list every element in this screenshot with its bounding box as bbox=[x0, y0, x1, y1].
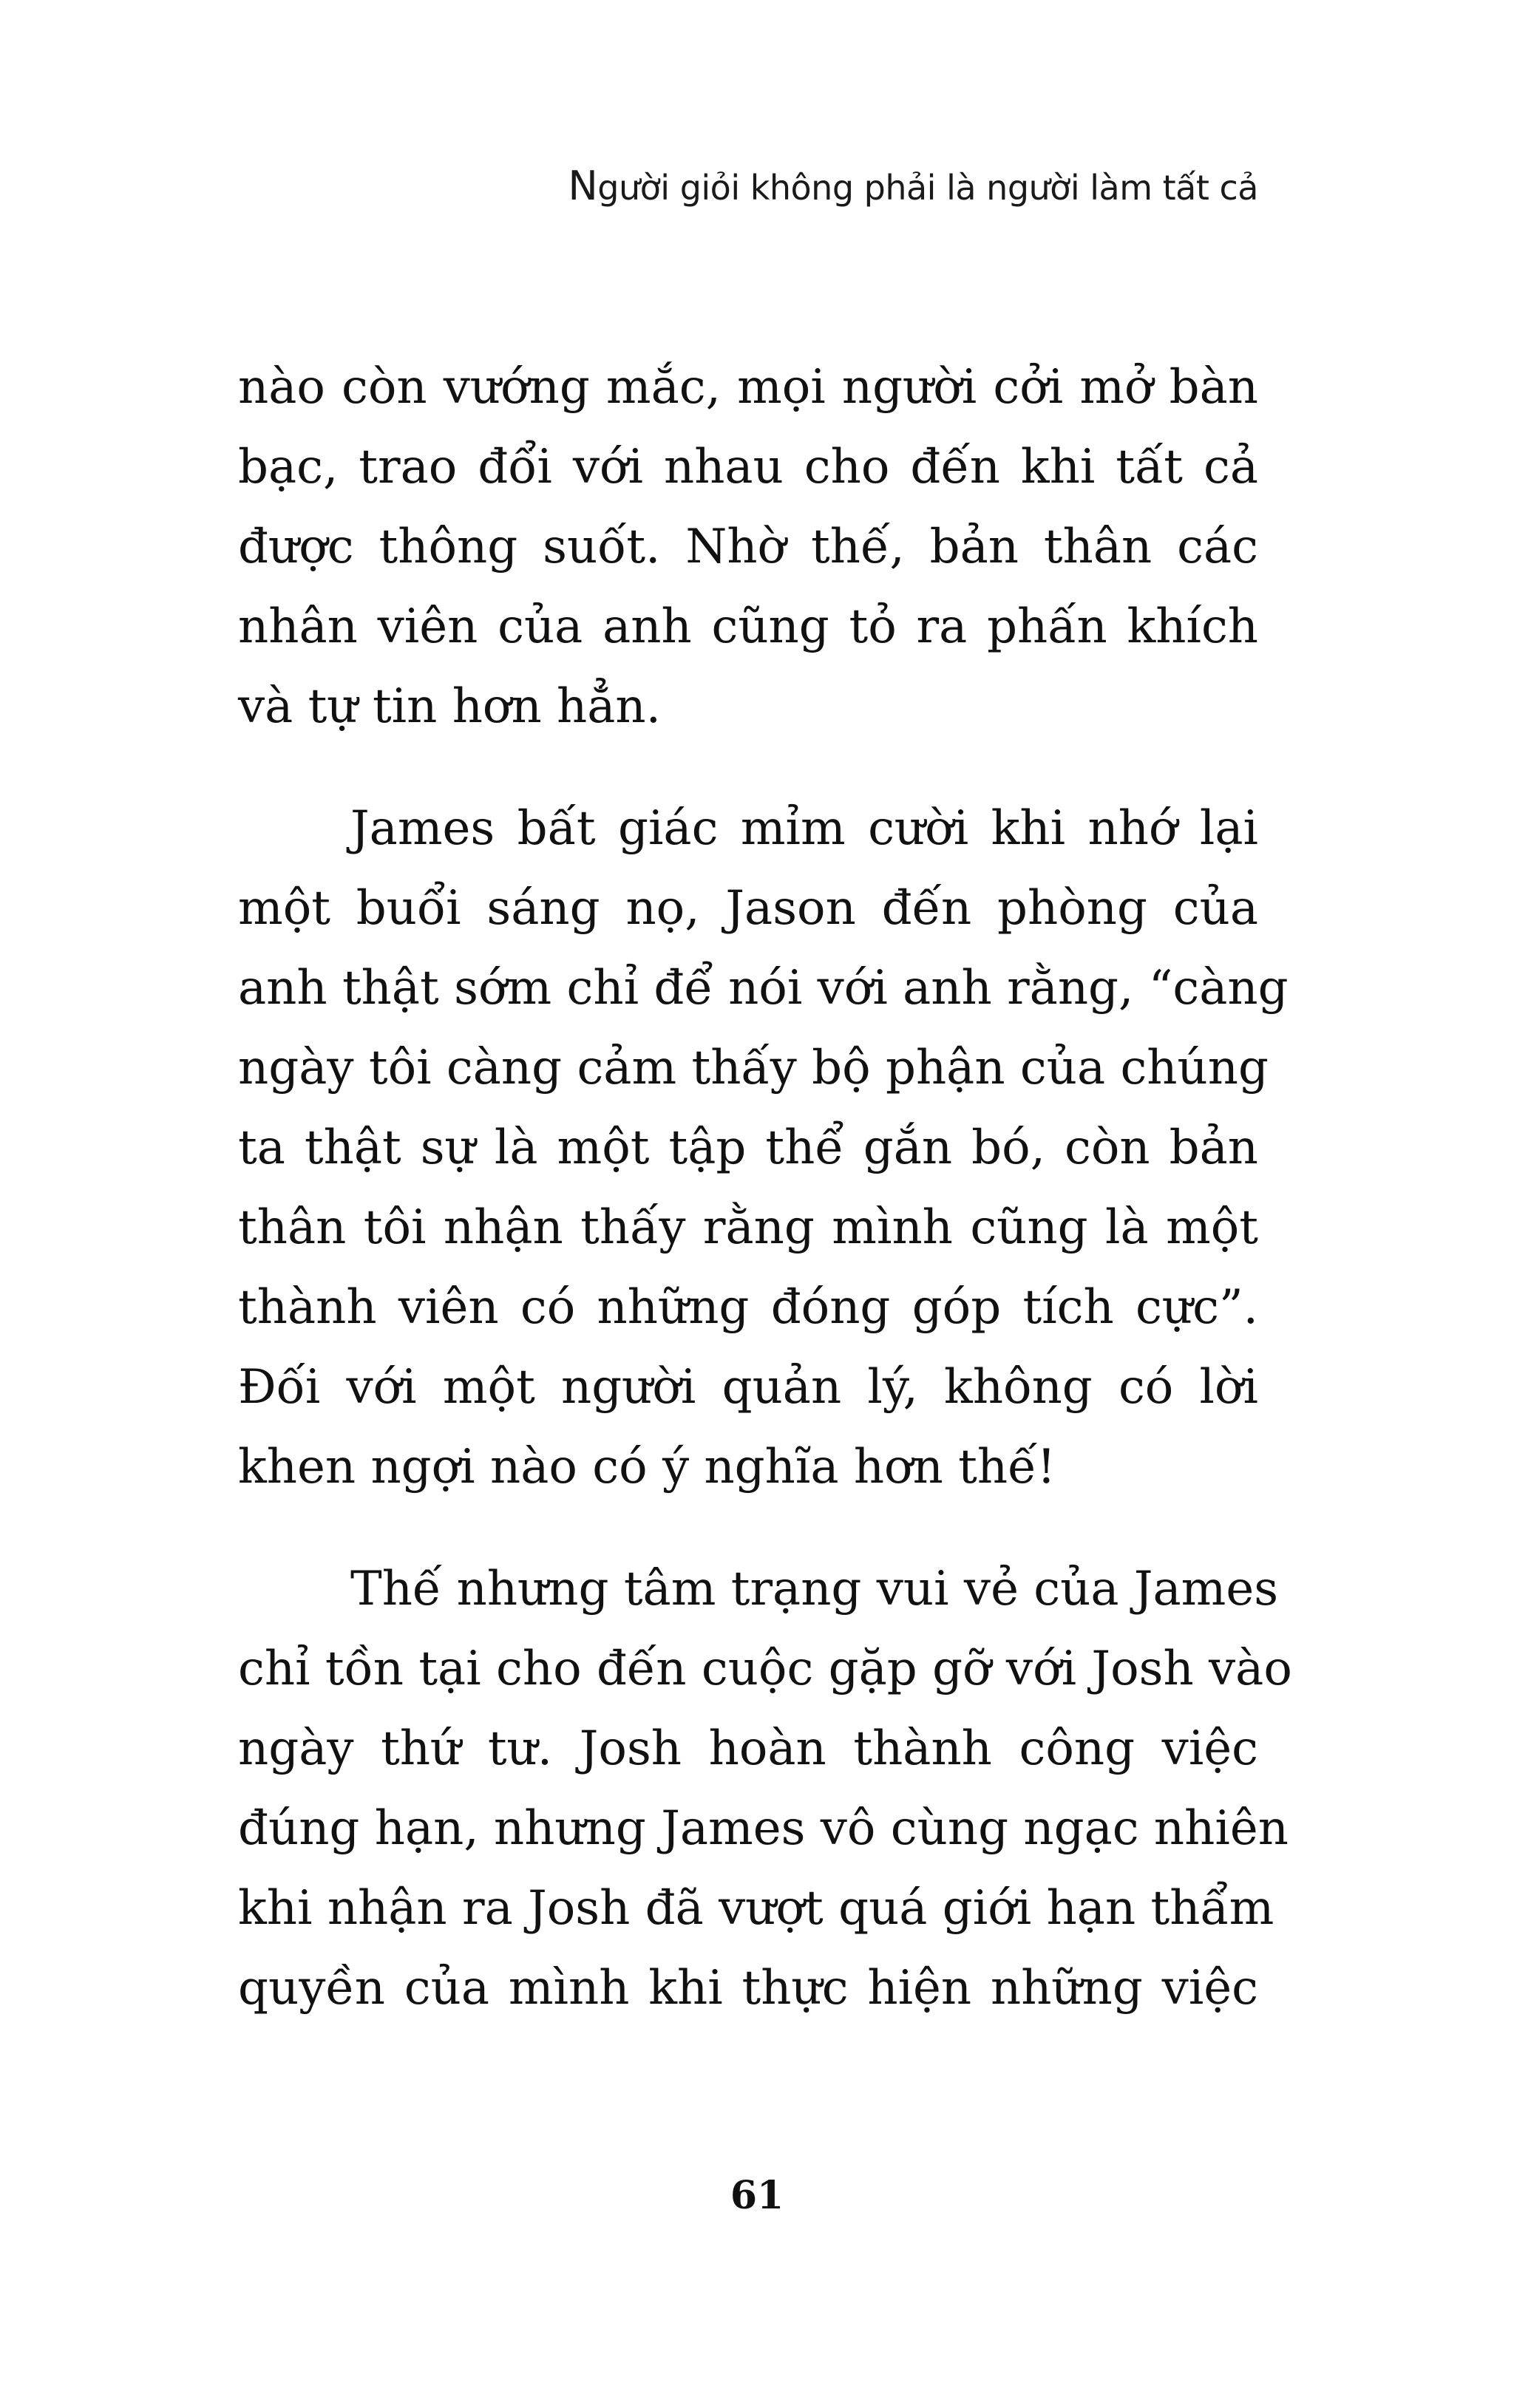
text-line: khi nhận ra Josh đã vượt quá giới hạn thẩm bbox=[238, 1881, 1274, 1936]
body-text bbox=[238, 347, 1292, 2070]
text-line: Đối với một người quản lý, không có lời bbox=[238, 1360, 1258, 1415]
text-line: được thông suốt. Nhờ thế, bản thân các bbox=[238, 520, 1258, 574]
text-line: chỉ tồn tại cho đến cuộc gặp gỡ với Josh vào bbox=[238, 1642, 1292, 1696]
text-line: ngày thứ tư. Josh hoàn thành công việc bbox=[238, 1721, 1258, 1776]
running-header-initial: N bbox=[568, 163, 598, 209]
text-line: thành viên có những đóng góp tích cực”. bbox=[238, 1280, 1258, 1335]
text-line: James bất giác mỉm cười khi nhớ lại bbox=[350, 801, 1258, 856]
paragraph-2 bbox=[238, 789, 1289, 1507]
text-line: nhân viên của anh cũng tỏ ra phấn khích bbox=[238, 599, 1258, 654]
running-header bbox=[568, 163, 1258, 209]
paragraph-1 bbox=[238, 347, 1258, 746]
text-line: thân tôi nhận thấy rằng mình cũng là một bbox=[238, 1200, 1258, 1255]
text-line: đúng hạn, nhưng James vô cùng ngạc nhiên bbox=[238, 1801, 1289, 1856]
text-line: khen ngợi nào có ý nghĩa hơn thế! bbox=[238, 1440, 1056, 1494]
text-line: ngày tôi càng cảm thấy bộ phận của chúng bbox=[238, 1041, 1269, 1095]
text-line: một buổi sáng nọ, Jason đến phòng của bbox=[238, 881, 1258, 936]
paragraph-3 bbox=[238, 1549, 1292, 2028]
text-line: bạc, trao đổi với nhau cho đến khi tất cả bbox=[238, 440, 1258, 494]
text-line: nào còn vướng mắc, mọi người cởi mở bàn bbox=[238, 360, 1258, 415]
text-line: và tự tin hơn hẳn. bbox=[238, 679, 661, 734]
text-line: anh thật sớm chỉ để nói với anh rằng, “càng bbox=[238, 961, 1289, 1016]
text-line: Thế nhưng tâm trạng vui vẻ của James bbox=[350, 1562, 1279, 1616]
text-line: ta thật sự là một tập thể gắn bó, còn bản bbox=[238, 1120, 1258, 1175]
running-header-text: gười giỏi không phải là người làm tất cả bbox=[597, 168, 1258, 208]
text-line: quyền của mình khi thực hiện những việc bbox=[238, 1961, 1258, 2016]
page-number: 61 bbox=[730, 2173, 784, 2218]
